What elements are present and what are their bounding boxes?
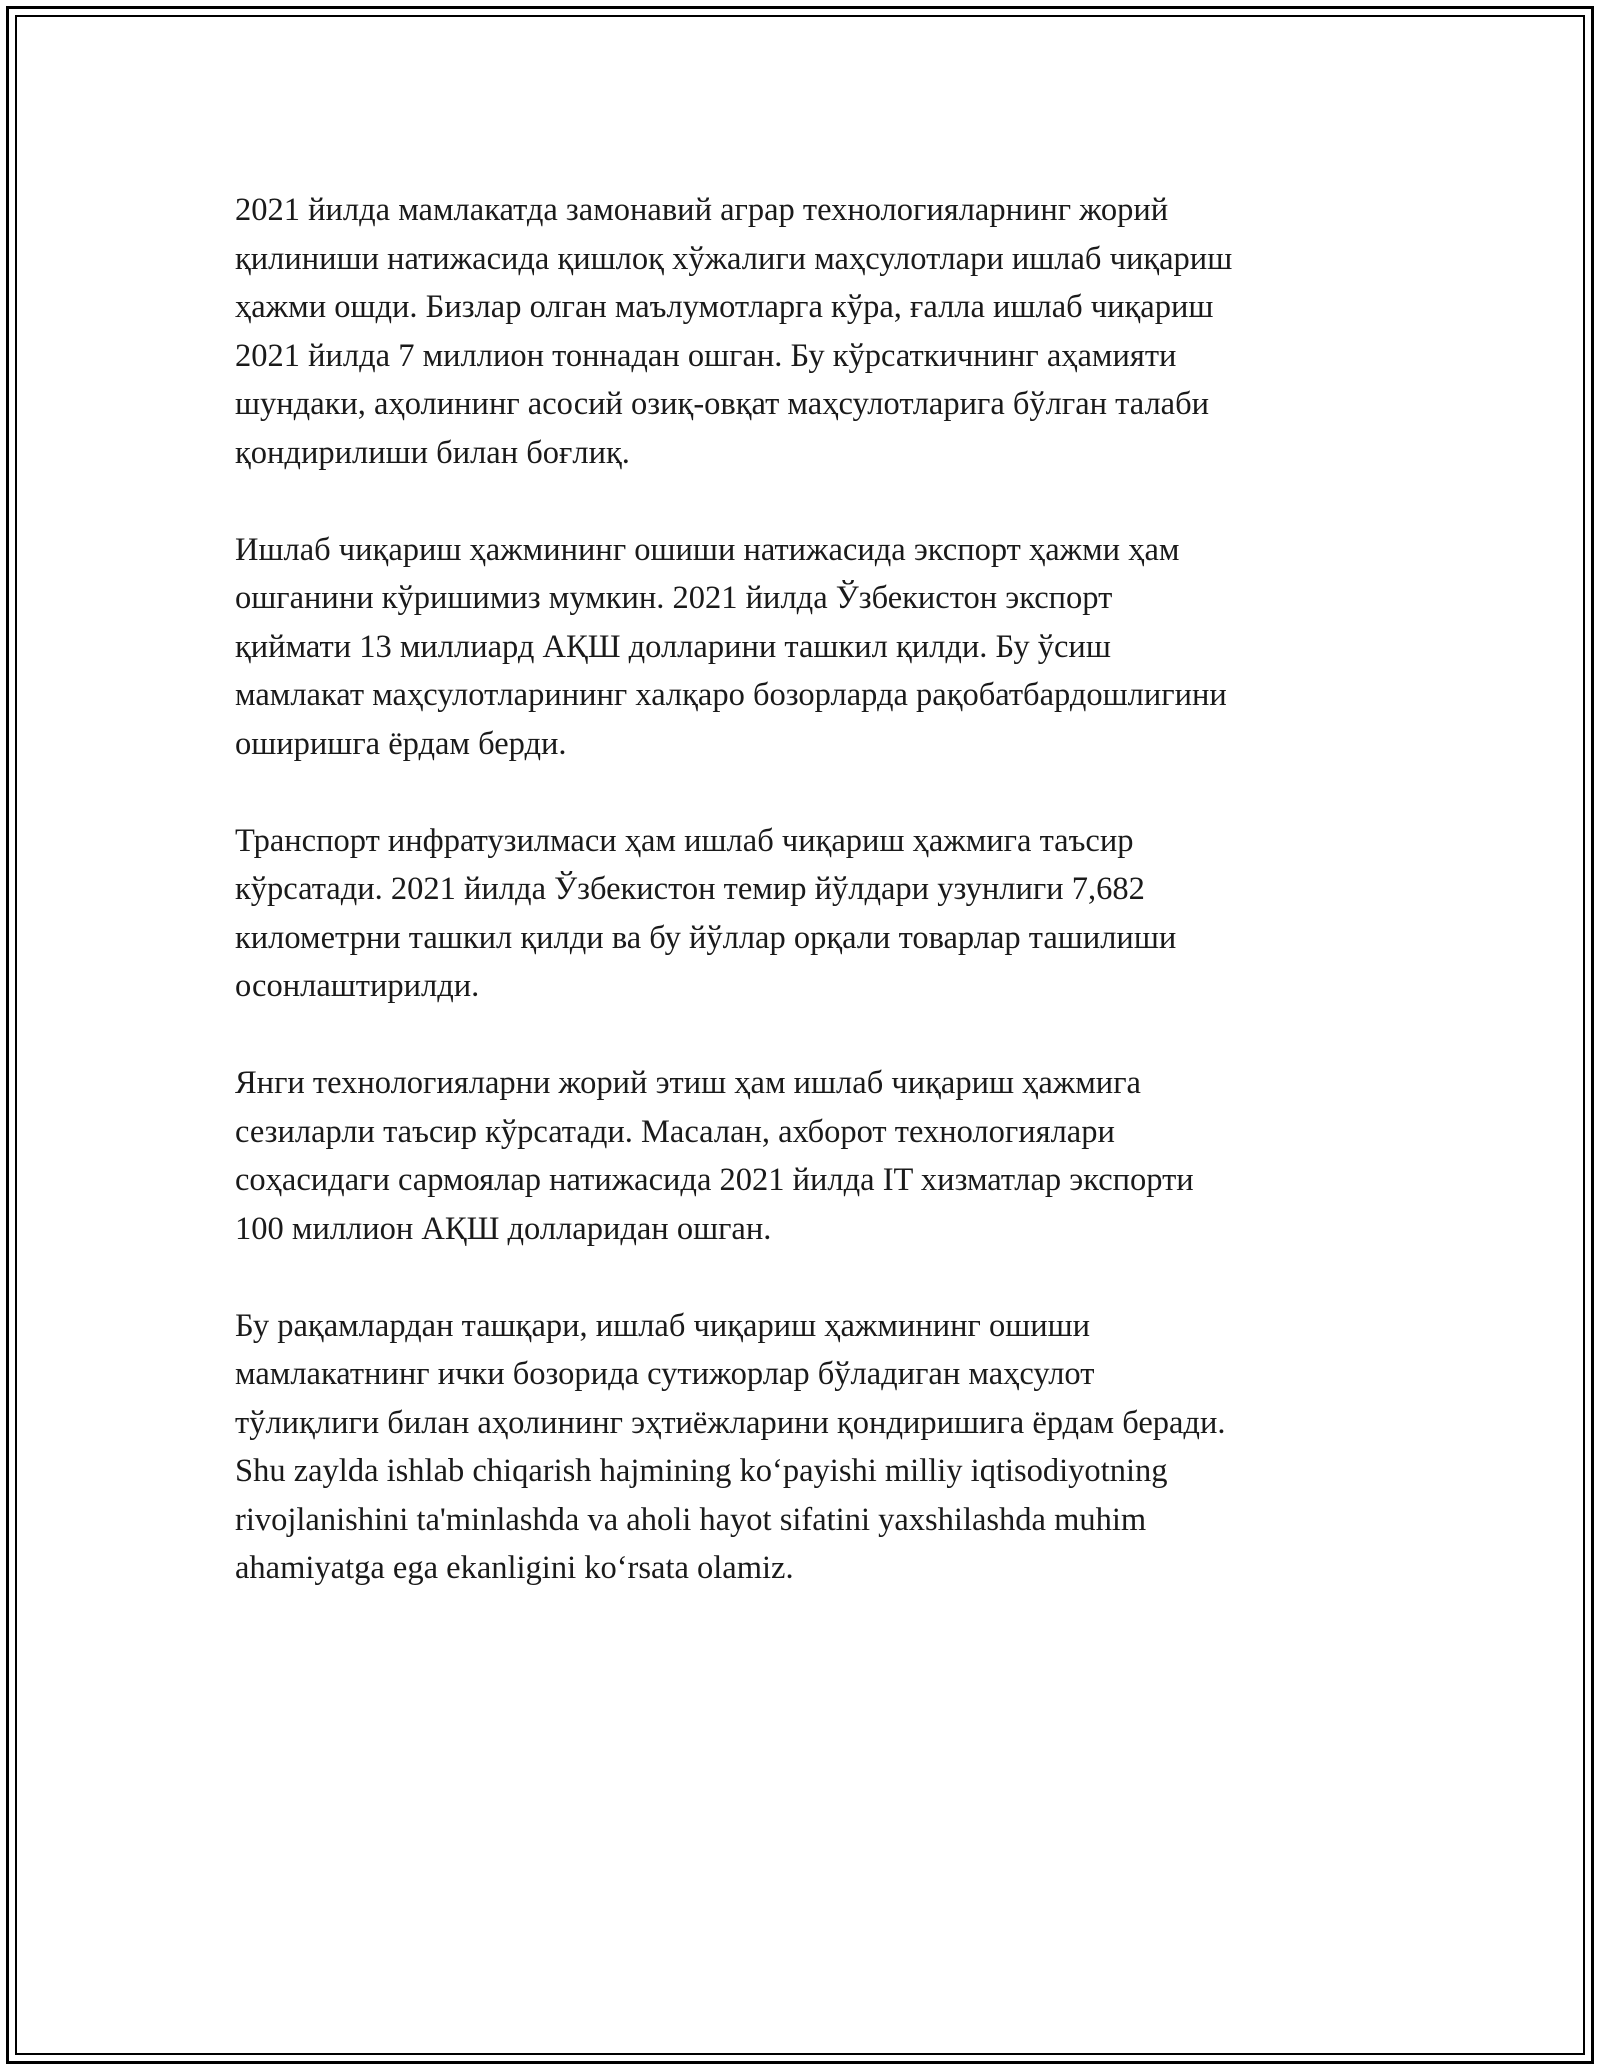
paragraph-export: [235, 526, 1400, 769]
text-line: Бу рақамлардан ташқари, ишлаб чиқариш ҳажмининг ошиши: [235, 1307, 1091, 1344]
text-line: сезиларли таъсир кўрсатади. Масалан, ахборот технологиялари: [235, 1113, 1115, 1150]
text-line: rivojlanishini ta'minlashda va aholi hayot sifatini yaxshilashda muhim: [235, 1501, 1147, 1538]
text-line: 100 миллион АҚШ долларидан ошган.: [235, 1210, 772, 1247]
text-line: километрни ташкил қилди ва бу йўллар орқали товарлар ташилиши: [235, 919, 1177, 956]
text-line: ahamiyatga ega ekanligini koʻrsata olamiz.: [235, 1550, 794, 1586]
paragraph-transport: [235, 817, 1400, 1011]
paragraph-agriculture: [235, 186, 1400, 477]
text-line: мамлакатнинг ички бозорида сутижорлар бўладиган маҳсулот: [235, 1356, 1095, 1392]
paragraph-conclusion: [235, 1302, 1400, 1593]
text-line: қиймати 13 миллиард АҚШ долларини ташкил қилди. Бу ўсиш: [235, 628, 1111, 665]
document-body: [235, 186, 1400, 1641]
text-line: кўрсатади. 2021 йилда Ўзбекистон темир йўлдари узунлиги 7,682: [235, 871, 1145, 907]
text-line: соҳасидаги сармоялар натижасида 2021 йилда IT хизматлар экспорти: [235, 1162, 1194, 1198]
text-line: ошганини кўришимиз мумкин. 2021 йилда Ўзбекистон экспорт: [235, 580, 1113, 616]
text-line: оширишга ёрдам берди.: [235, 725, 567, 762]
text-line: 2021 йилда мамлакатда замонавий аграр технологияларнинг жорий: [235, 192, 1169, 228]
text-line: Shu zaylda ishlab chiqarish hajmining koʻpayishi milliy iqtisodiyotning: [235, 1453, 1168, 1489]
text-line: 2021 йилда 7 миллион тоннадан ошган. Бу кўрсаткичнинг аҳамияти: [235, 337, 1177, 374]
text-line: Ишлаб чиқариш ҳажмининг ошиши натижасида экспорт ҳажми ҳам: [235, 531, 1180, 568]
text-line: ҳажми ошди. Бизлар олган маълумотларга кўра, ғалла ишлаб чиқариш: [235, 289, 1214, 325]
text-line: қилиниши натижасида қишлоқ хўжалиги маҳсулотлари ишлаб чиқариш: [235, 240, 1233, 277]
text-line: қондирилиши билан боғлиқ.: [235, 434, 630, 471]
text-line: мамлакат маҳсулотларининг халқаро бозорларда рақобатбардошлигини: [235, 677, 1227, 713]
text-line: Янги технологияларни жорий этиш ҳам ишлаб чиқариш ҳажмига: [235, 1065, 1141, 1101]
paragraph-technology: [235, 1059, 1400, 1253]
text-line: осонлаштирилди.: [235, 968, 480, 1004]
text-line: шундаки, аҳолининг асосий озиқ-овқат маҳсулотларига бўлган талаби: [235, 386, 1210, 422]
text-line: Транспорт инфратузилмаси ҳам ишлаб чиқариш ҳажмига таъсир: [235, 822, 1134, 859]
text-line: тўлиқлиги билан аҳолининг эҳтиёжларини қондиришига ёрдам беради.: [235, 1404, 1226, 1441]
